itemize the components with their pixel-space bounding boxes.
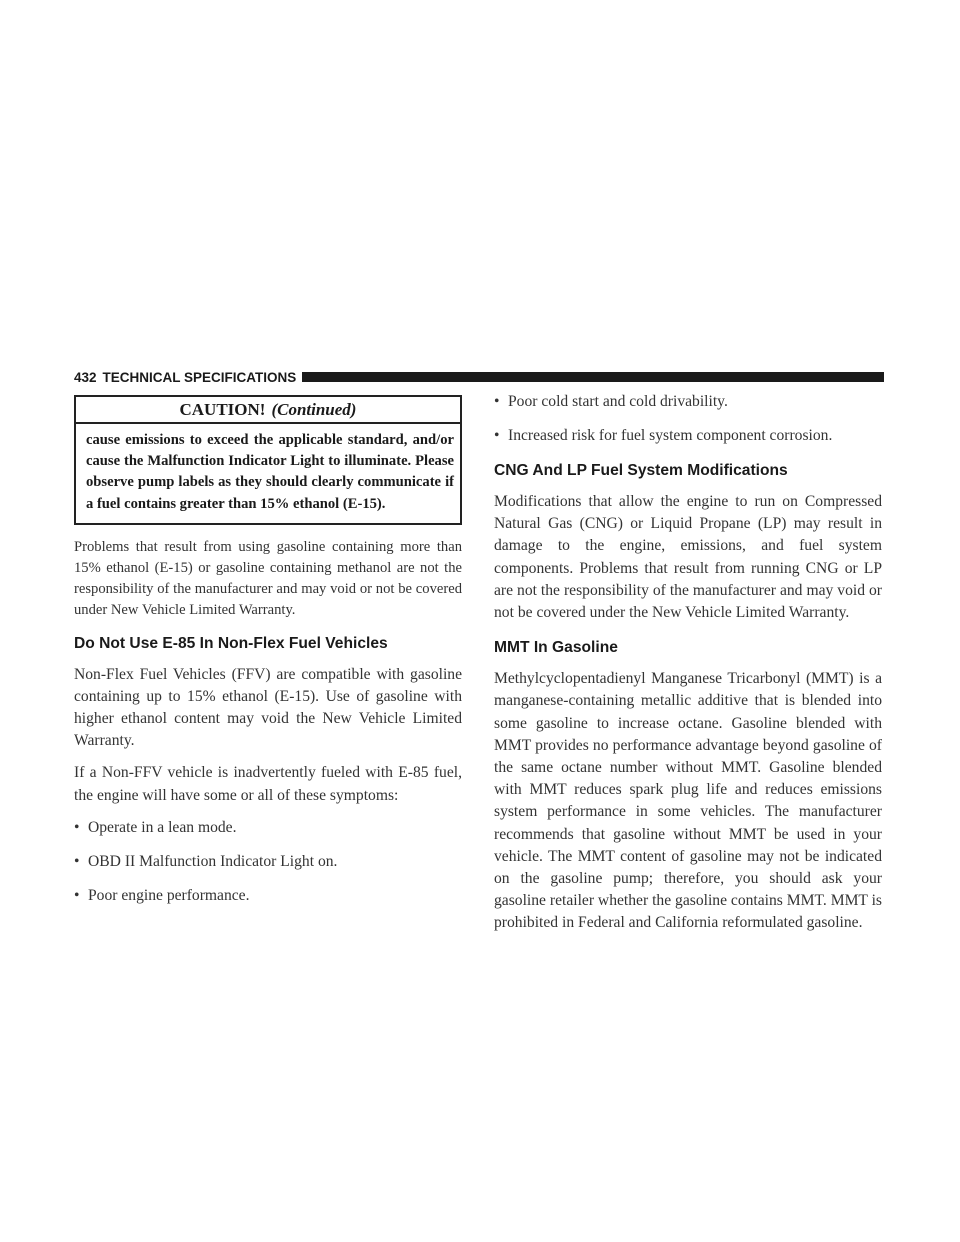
page-number: 432	[74, 369, 97, 385]
problems-paragraph: Problems that result from using gasoline containing more than 15% ethanol (E-15) or gasoline containing methanol are not the responsibility of the manufacturer and may void or not be covered under New Vehicle Limited Warranty.	[74, 538, 462, 619]
section-title: TECHNICAL SPECIFICATIONS	[102, 369, 297, 385]
page-header	[74, 369, 884, 385]
caution-continued: (Continued)	[271, 400, 357, 419]
list-item: • Poor engine performance.	[74, 885, 462, 907]
symptoms-list-continued	[494, 391, 882, 447]
caution-text: cause emissions to exceed the applicable standard, and/or cause the Malfunction Indicator Light to illuminate. Please observe pump labels as they should clearly communicate if a fuel contains greater than 15% ethanol (E-15).	[86, 432, 454, 512]
e85-paragraph-2: If a Non-FFV vehicle is inadvertently fueled with E-85 fuel, the engine will have some or all of these symptoms:	[74, 764, 462, 804]
caution-title: CAUTION!	[179, 400, 266, 419]
e85-paragraph-1: Non-Flex Fuel Vehicles (FFV) are compatible with gasoline containing up to 15% ethanol (E-15). Use of gasoline with higher ethanol content may void the New Vehicle Limited Warranty.	[74, 665, 462, 750]
right-column	[494, 391, 882, 935]
list-item: • OBD II Malfunction Indicator Light on.	[74, 851, 462, 873]
heading-e85: Do Not Use E-85 In Non-Flex Fuel Vehicles	[74, 634, 388, 652]
header-rule	[302, 372, 884, 382]
caution-box	[74, 395, 462, 525]
list-item: • Poor cold start and cold drivability.	[494, 391, 882, 413]
list-item: • Operate in a lean mode.	[74, 817, 462, 839]
heading-cng: CNG And LP Fuel System Modifications	[494, 462, 788, 479]
caution-header	[76, 397, 460, 424]
list-item: • Increased risk for fuel system component corrosion.	[494, 425, 882, 447]
mmt-paragraph: Methylcyclopentadienyl Manganese Tricarbonyl (MMT) is a manganese-containing metallic additive that is blended into some gasoline to increase octane. Gasoline blended with MMT provides no performance advantage beyond gasoline of the same octane number without MMT. Gasoline blended with MMT reduces spark plug life and reduces emissions system performance in some vehicles. The manufacturer recommends that gasoline without MMT be used in your vehicle. The MMT content of gasoline may not be indicated on the gasoline pump; therefore, you should ask your gasoline retailer whether the gasoline contains MMT. MMT is prohibited in Federal and California reformulated gasoline.	[494, 670, 882, 932]
cng-paragraph: Modifications that allow the engine to run on Compressed Natural Gas (CNG) or Liquid Propane (LP) may result in damage to the engine, emissions, and fuel system components. Problems that result from running CNG or LP are not the responsibility of the manufacturer and may void or not be covered under the New Vehicle Limited Warranty.	[494, 493, 882, 622]
symptoms-list	[74, 817, 462, 907]
heading-mmt: MMT In Gasoline	[494, 639, 618, 657]
left-column	[74, 395, 462, 907]
